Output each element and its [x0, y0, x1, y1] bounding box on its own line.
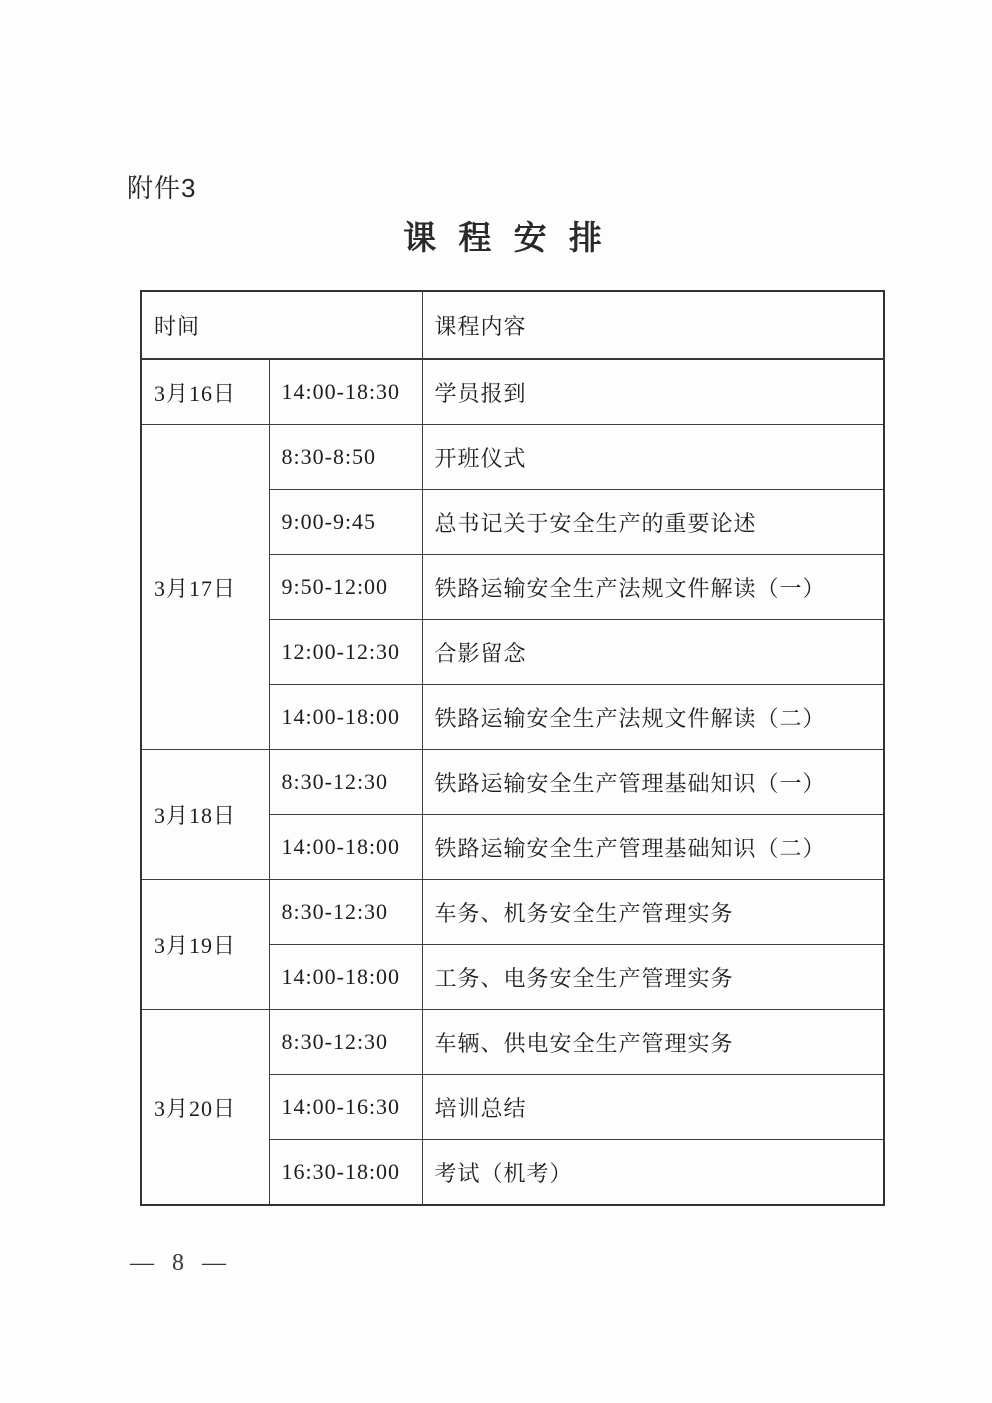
- page-number: — 8 —: [130, 1250, 232, 1276]
- date-cell: 3月19日: [141, 880, 269, 1010]
- time-cell: 8:30-8:50: [269, 425, 422, 490]
- content-cell: 车务、机务安全生产管理实务: [422, 880, 884, 945]
- content-cell: 铁路运输安全生产管理基础知识（一）: [422, 750, 884, 815]
- attachment-label: 附件3: [127, 173, 197, 203]
- time-cell: 8:30-12:30: [269, 750, 422, 815]
- course-schedule-table: [140, 290, 885, 1206]
- content-cell: 车辆、供电安全生产管理实务: [422, 1010, 884, 1075]
- time-cell: 14:00-18:00: [269, 815, 422, 880]
- time-cell: 8:30-12:30: [269, 880, 422, 945]
- date-cell: 3月20日: [141, 1010, 269, 1206]
- time-cell: 8:30-12:30: [269, 1010, 422, 1075]
- time-cell: 9:00-9:45: [269, 490, 422, 555]
- content-cell: 铁路运输安全生产法规文件解读（二）: [422, 685, 884, 750]
- time-cell: 14:00-18:30: [269, 359, 422, 425]
- page-title: 课 程 安 排: [403, 221, 609, 257]
- content-cell: 开班仪式: [422, 425, 884, 490]
- time-cell: 14:00-18:00: [269, 685, 422, 750]
- content-cell: 考试（机考）: [422, 1140, 884, 1206]
- date-cell: 3月16日: [141, 359, 269, 425]
- content-cell: 总书记关于安全生产的重要论述: [422, 490, 884, 555]
- time-cell: 12:00-12:30: [269, 620, 422, 685]
- table-header-row: [141, 291, 884, 359]
- content-cell: 工务、电务安全生产管理实务: [422, 945, 884, 1010]
- content-cell: 合影留念: [422, 620, 884, 685]
- content-cell: 培训总结: [422, 1075, 884, 1140]
- time-cell: 14:00-18:00: [269, 945, 422, 1010]
- table-row: [141, 359, 884, 425]
- time-cell: 14:00-16:30: [269, 1075, 422, 1140]
- table-row: [141, 750, 884, 815]
- content-cell: 学员报到: [422, 359, 884, 425]
- header-time: 时间: [141, 291, 422, 359]
- date-cell: 3月18日: [141, 750, 269, 880]
- time-cell: 9:50-12:00: [269, 555, 422, 620]
- content-cell: 铁路运输安全生产管理基础知识（二）: [422, 815, 884, 880]
- header-content: 课程内容: [422, 291, 884, 359]
- table-row: [141, 425, 884, 490]
- time-cell: 16:30-18:00: [269, 1140, 422, 1206]
- content-cell: 铁路运输安全生产法规文件解读（一）: [422, 555, 884, 620]
- table-row: [141, 1010, 884, 1075]
- table-row: [141, 880, 884, 945]
- date-cell: 3月17日: [141, 425, 269, 750]
